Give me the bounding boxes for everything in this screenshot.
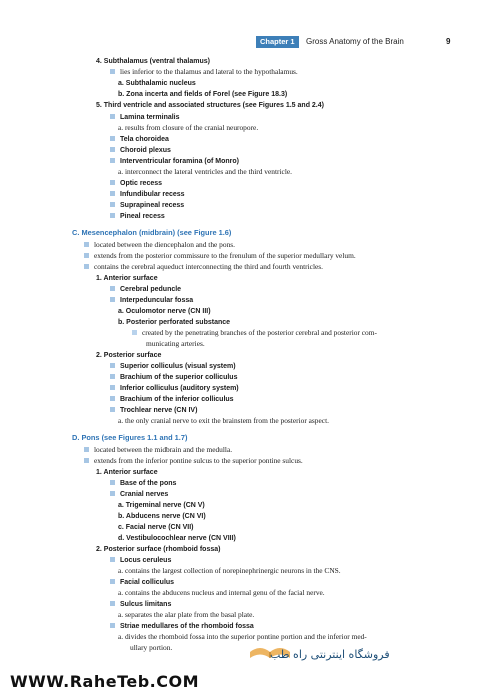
outline-line	[118, 317, 230, 328]
line-text: ullary portion.	[130, 643, 173, 652]
outline-line	[110, 372, 237, 383]
line-text: a. the only cranial nerve to exit the brainstem from the posterior aspect.	[118, 416, 329, 425]
line-text: Suprapineal recess	[120, 202, 185, 209]
line-text: b. Zona incerta and fields of Forel (see Figure 18.3)	[118, 91, 288, 98]
outline-line	[110, 156, 239, 167]
line-text: Inferior colliculus (auditory system)	[120, 385, 239, 392]
square-bullet-icon	[110, 213, 115, 218]
page-number: 9	[446, 37, 451, 46]
outline-line	[84, 456, 303, 466]
outline-line	[118, 500, 205, 511]
line-text: a. Trigeminal nerve (CN V)	[118, 502, 205, 509]
outline-line	[72, 228, 231, 238]
line-text: a. contains the abducens nucleus and internal genu of the facial nerve.	[118, 588, 325, 597]
line-text: b. Posterior perforated substance	[118, 319, 231, 326]
line-text: 4. Subthalamus (ventral thalamus)	[96, 58, 210, 65]
line-text: Sulcus limitans	[120, 601, 172, 608]
outline-line	[96, 544, 220, 555]
outline-line	[96, 100, 324, 111]
outline-line	[96, 56, 210, 67]
line-text: a. interconnect the lateral ventricles and the third ventricle.	[118, 167, 293, 176]
line-text: Interpeduncular fossa	[120, 297, 194, 304]
line-text: located between the diencephalon and the pons.	[94, 240, 235, 249]
outline-line	[118, 123, 258, 133]
running-header	[256, 36, 456, 48]
line-text: Brachium of the superior colliculus	[120, 374, 238, 381]
outline-line	[118, 610, 254, 620]
chapter-title: Gross Anatomy of the Brain	[306, 37, 404, 46]
outline-line	[118, 522, 193, 533]
line-text: lies inferior to the thalamus and lateral to the hypothalamus.	[120, 67, 298, 76]
outline-line	[96, 350, 161, 361]
square-bullet-icon	[110, 158, 115, 163]
outline-line	[118, 588, 325, 598]
outline-line	[118, 632, 367, 642]
outline-line	[110, 478, 176, 489]
outline-line	[110, 361, 236, 372]
outline-line	[96, 467, 158, 478]
square-bullet-icon	[84, 447, 89, 452]
square-bullet-icon	[110, 363, 115, 368]
line-text: 5. Third ventricle and associated structures (see Figures 1.5 and 2.4)	[96, 102, 324, 109]
line-text: a. divides the rhomboid fossa into the superior pontine portion and the inferior med-	[118, 632, 367, 641]
outline-line	[118, 89, 287, 100]
line-text: Locus ceruleus	[120, 557, 172, 564]
outline-line	[118, 566, 341, 576]
line-text: a. Subthalamic nucleus	[118, 80, 196, 87]
outline-line	[110, 211, 165, 222]
line-text: contains the cerebral aqueduct interconnecting the third and fourth ventricles.	[94, 262, 324, 271]
outline-line	[84, 240, 235, 250]
line-text: located between the midbrain and the medulla.	[94, 445, 233, 454]
line-text: Striae medullares of the rhomboid fossa	[120, 623, 254, 630]
square-bullet-icon	[110, 69, 115, 74]
line-text: created by the penetrating branches of the posterior cerebral and posterior com-	[142, 328, 377, 337]
outline-line	[130, 643, 172, 653]
line-text: 1. Anterior surface	[96, 469, 158, 476]
outline-line	[110, 555, 171, 566]
watermark-url: WWW.RaheTeb.COM	[10, 672, 200, 691]
outline-line	[118, 416, 329, 426]
square-bullet-icon	[84, 264, 89, 269]
outline-line	[132, 328, 377, 338]
square-bullet-icon	[132, 330, 137, 335]
line-text: Cranial nerves	[120, 491, 169, 498]
line-text: a. Oculomotor nerve (CN III)	[118, 308, 211, 315]
outline-line	[110, 284, 181, 295]
outline-line	[118, 78, 196, 89]
square-bullet-icon	[110, 136, 115, 141]
line-text: Optic recess	[120, 180, 163, 187]
outline-line	[110, 489, 168, 500]
square-bullet-icon	[110, 191, 115, 196]
outline-line	[72, 433, 187, 443]
outline-line	[118, 533, 236, 544]
square-bullet-icon	[110, 147, 115, 152]
outline-line	[110, 178, 162, 189]
outline-line	[110, 295, 193, 306]
line-text: Tela choroidea	[120, 136, 169, 143]
line-text: 1. Anterior surface	[96, 275, 158, 282]
line-text: a. separates the alar plate from the basal plate.	[118, 610, 255, 619]
watermark-persian: فروشگاه اینترنتی راه طب	[270, 648, 390, 661]
square-bullet-icon	[110, 114, 115, 119]
square-bullet-icon	[110, 480, 115, 485]
outline-line	[110, 189, 185, 200]
outline-line	[110, 394, 234, 405]
outline-line	[84, 251, 356, 261]
outline-line	[110, 599, 171, 610]
line-text: Base of the pons	[120, 480, 177, 487]
line-text: municating arteries.	[146, 339, 205, 348]
square-bullet-icon	[110, 297, 115, 302]
outline-line	[96, 273, 158, 284]
chapter-badge: Chapter 1	[256, 36, 299, 48]
line-text: extends from the inferior pontine sulcus to the superior pontine sulcus.	[94, 456, 303, 465]
square-bullet-icon	[110, 396, 115, 401]
square-bullet-icon	[84, 242, 89, 247]
outline-line	[110, 134, 169, 145]
outline-line	[118, 511, 206, 522]
outline-line	[110, 405, 197, 416]
line-text: Trochlear nerve (CN IV)	[120, 407, 198, 414]
outline-line	[84, 445, 232, 455]
line-text: b. Abducens nerve (CN VI)	[118, 513, 206, 520]
line-text: Lamina terminalis	[120, 114, 180, 121]
line-text: Cerebral peduncle	[120, 286, 182, 293]
line-text: Interventricular foramina (of Monro)	[120, 158, 240, 165]
outline-line	[110, 67, 298, 77]
square-bullet-icon	[110, 374, 115, 379]
square-bullet-icon	[110, 491, 115, 496]
line-text: C. Mesencephalon (midbrain) (see Figure 1.6)	[72, 228, 232, 237]
outline-line	[110, 383, 239, 394]
square-bullet-icon	[84, 253, 89, 258]
square-bullet-icon	[110, 623, 115, 628]
line-text: extends from the posterior commissure to the frenulum of the superior medullary velum.	[94, 251, 356, 260]
square-bullet-icon	[110, 180, 115, 185]
line-text: c. Facial nerve (CN VII)	[118, 524, 194, 531]
line-text: Infundibular recess	[120, 191, 185, 198]
line-text: a. contains the largest collection of norepinephrinergic neurons in the CNS.	[118, 566, 341, 575]
square-bullet-icon	[110, 202, 115, 207]
square-bullet-icon	[110, 601, 115, 606]
outline-line	[118, 167, 292, 177]
line-text: D. Pons (see Figures 1.1 and 1.7)	[72, 433, 188, 442]
square-bullet-icon	[110, 557, 115, 562]
line-text: Choroid plexus	[120, 147, 171, 154]
square-bullet-icon	[84, 458, 89, 463]
line-text: Pineal recess	[120, 213, 165, 220]
outline-line	[110, 577, 174, 588]
outline-line	[110, 145, 171, 156]
outline-line	[84, 262, 323, 272]
outline-line	[110, 112, 180, 123]
line-text: a. results from closure of the cranial neuropore.	[118, 123, 259, 132]
line-text: Brachium of the inferior colliculus	[120, 396, 234, 403]
outline-line	[110, 621, 254, 632]
line-text: d. Vestibulocochlear nerve (CN VIII)	[118, 535, 236, 542]
square-bullet-icon	[110, 385, 115, 390]
line-text: Superior colliculus (visual system)	[120, 363, 236, 370]
line-text: 2. Posterior surface	[96, 352, 162, 359]
outline-line	[110, 200, 184, 211]
square-bullet-icon	[110, 579, 115, 584]
line-text: Facial colliculus	[120, 579, 175, 586]
square-bullet-icon	[110, 286, 115, 291]
line-text: 2. Posterior surface (rhomboid fossa)	[96, 546, 221, 553]
outline-line	[146, 339, 205, 349]
square-bullet-icon	[110, 407, 115, 412]
outline-line	[118, 306, 211, 317]
